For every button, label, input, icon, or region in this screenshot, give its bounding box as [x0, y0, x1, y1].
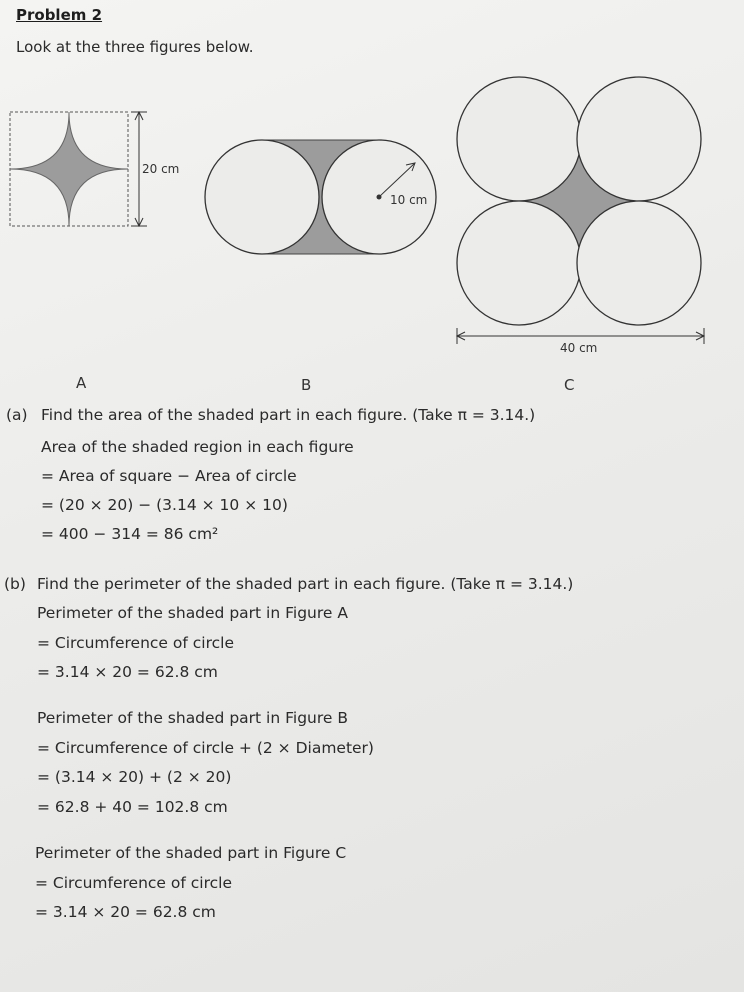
- part-a-step: = Area of square − Area of circle: [41, 467, 297, 485]
- part-a-step: = 400 − 314 = 86 cm²: [41, 525, 219, 543]
- problem-title: Problem 2: [16, 6, 103, 24]
- part-b-fig-b-step: = Circumference of circle + (2 × Diameter): [37, 739, 374, 757]
- figure-c-label: C: [564, 376, 575, 394]
- figure-c-dimension: 40 cm: [560, 341, 598, 355]
- part-b-number: (b): [4, 575, 26, 593]
- figure-b-radius: 10 cm: [390, 193, 428, 207]
- part-b-fig-b-step: Perimeter of the shaded part in Figure B: [37, 709, 348, 727]
- part-a-step: = (20 × 20) − (3.14 × 10 × 10): [41, 496, 288, 514]
- part-b-fig-a-step: = Circumference of circle: [37, 634, 234, 652]
- part-b-fig-c-step: = 3.14 × 20 = 62.8 cm: [35, 903, 216, 921]
- figure-b: [190, 130, 460, 270]
- part-b-fig-c-step: = Circumference of circle: [35, 874, 232, 892]
- figure-a-label: A: [76, 374, 87, 392]
- part-a-step: Area of the shaded region in each figure: [41, 438, 354, 456]
- figure-c: [440, 70, 730, 360]
- figure-b-label: B: [301, 376, 312, 394]
- problem-intro: Look at the three figures below.: [16, 38, 254, 56]
- part-b-fig-b-step: = 62.8 + 40 = 102.8 cm: [37, 798, 228, 816]
- part-b-fig-b-step: = (3.14 × 20) + (2 × 20): [37, 768, 232, 786]
- figure-a-dimension: 20 cm: [142, 162, 180, 176]
- part-b-fig-c-step: Perimeter of the shaded part in Figure C: [35, 844, 347, 862]
- part-a-question: Find the area of the shaded part in each figure. (Take π = 3.14.): [41, 406, 536, 424]
- part-b-fig-a-step: = 3.14 × 20 = 62.8 cm: [37, 663, 218, 681]
- part-b-fig-a-step: Perimeter of the shaded part in Figure A: [37, 604, 348, 622]
- figure-a: [0, 100, 200, 240]
- part-b-question: Find the perimeter of the shaded part in each figure. (Take π = 3.14.): [37, 575, 574, 593]
- part-a-number: (a): [6, 406, 28, 424]
